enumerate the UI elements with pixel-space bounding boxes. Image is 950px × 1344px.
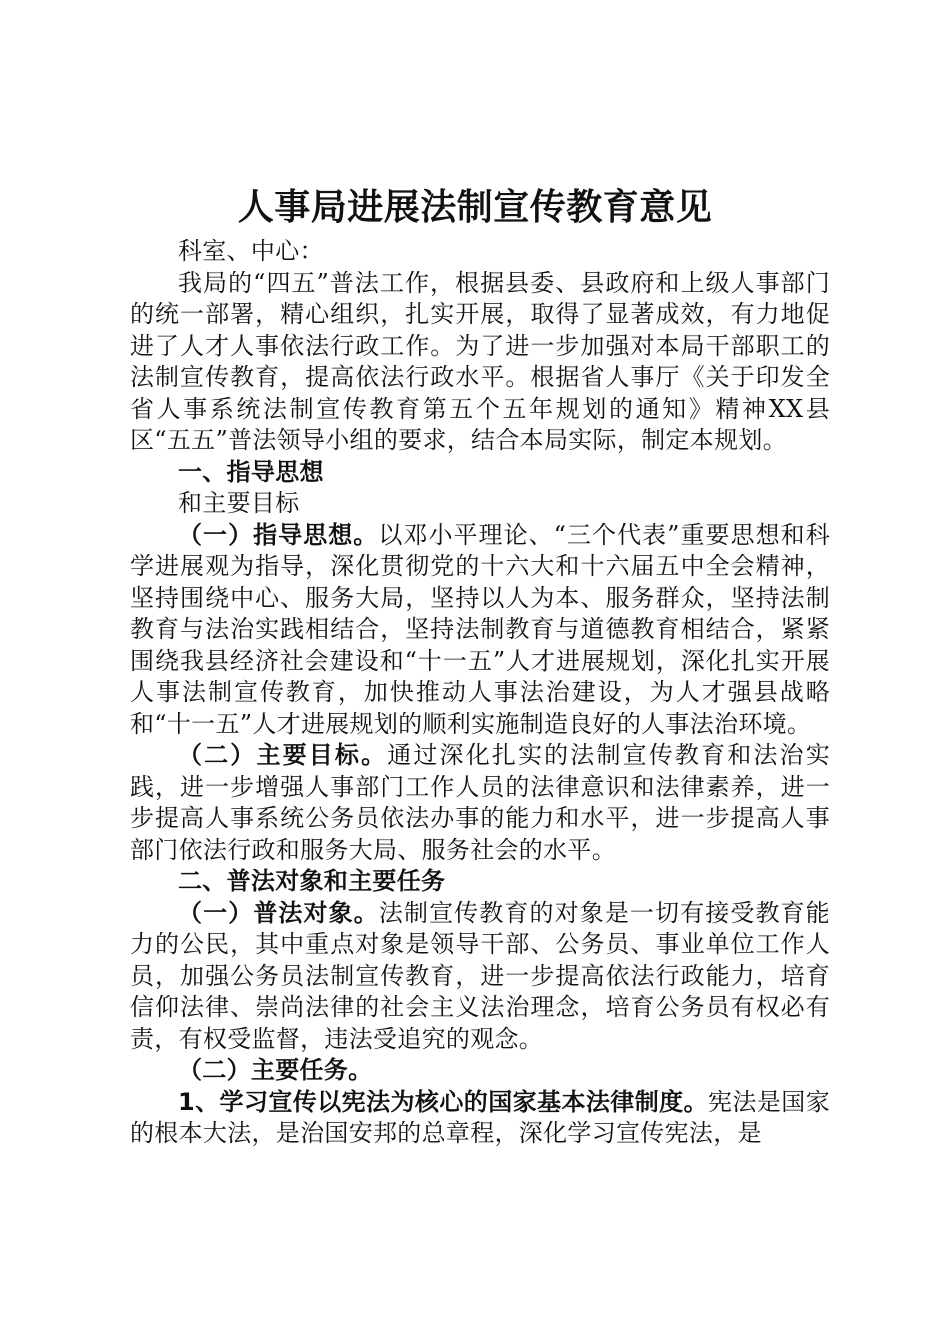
salutation: 科室、中心：: [178, 237, 324, 265]
target-audience-paragraph: [130, 898, 830, 1056]
target-audience-lead: （一）普法对象。: [178, 898, 379, 927]
intro-paragraph: 我局的“四五”普法工作，根据县委、县政府和上级人事部门的统一部署，精心组织，扎实开展，取得了显著成效，有力地促进了人才人事依法行政工作。为了进一步加强对本局干部职工的法制宣传教育，提高依法行政水平。根据省人事厅《关于印发全省人事系统法制宣传教育第五个五年规划的通知》精神XX县区“五五”普法领导小组的要求，结合本局实际，制定本规划。: [130, 268, 830, 454]
section-2-heading: 二、普法对象和主要任务: [178, 867, 446, 895]
main-tasks-lead: （二）主要任务。: [178, 1056, 373, 1084]
task-1-text: 宪法是国家的根本大法，是治国安邦的总章程，深化学习宣传宪法，是: [130, 1087, 830, 1147]
task-1-paragraph: [130, 1087, 830, 1150]
document-body: [130, 236, 830, 1150]
guiding-ideology-text: 以邓小平理论、“三个代表”重要思想和科学进展观为指导，深化贯彻党的十六大和十六届五中全会精神，坚持围绕中心、服务大局，坚持以人为本、服务群众，坚持法制教育与法治实践相结合，坚持法制教育与道德教育相结合，紧紧围绕我县经济社会建设和“十一五”人才进展规划，深化扎实开展人事法制宣传教育，加快推动人事法治建设，为人才强县战略和“十一五”人才进展规划的顺利实施制造良好的人事法治环境。: [130, 520, 830, 738]
document-title: 人事局进展法制宣传教育意见: [237, 187, 713, 228]
target-audience-text: 法制宣传教育的对象是一切有接受教育能力的公民，其中重点对象是领导干部、公务员、事业单位工作人员，加强公务员法制宣传教育，进一步提高依法行政能力，培育信仰法律、崇尚法律的社会主义法治理念，培育公务员有权必有责，有权受监督，违法受追究的观念。: [130, 898, 830, 1053]
guiding-ideology-paragraph: [130, 520, 830, 741]
section-1-heading-continued: 和主要目标: [178, 489, 300, 517]
main-goal-lead: （二）主要目标。: [178, 741, 388, 769]
guiding-ideology-lead: （一）指导思想。: [178, 520, 379, 549]
section-1-heading: 一、指导思想: [178, 457, 324, 486]
main-goal-text: 通过深化扎实的法制宣传教育和法治实践，进一步增强人事部门工作人员的法律意识和法律素养，进一步提高人事系统公务员依法办事的能力和水平，进一步提高人事部门依法行政和服务大局、服务社会的水平。: [130, 741, 830, 864]
main-tasks-paragraph: [130, 1055, 830, 1087]
main-goal-paragraph: [130, 740, 830, 866]
task-1-lead: 1、学习宣传以宪法为核心的国家基本法律制度。: [178, 1087, 708, 1116]
